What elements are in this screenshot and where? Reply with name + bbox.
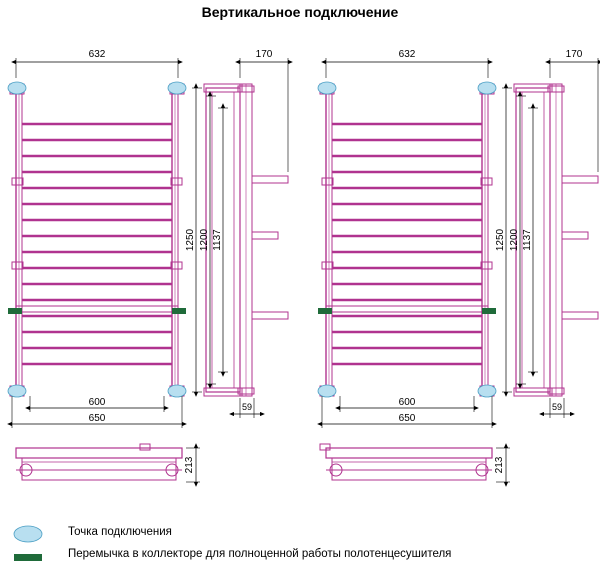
dim-right-213: 213 xyxy=(494,456,505,474)
dim-right-170: 170 xyxy=(565,49,583,60)
dim-left-59: 59 xyxy=(241,402,253,412)
left-top-view xyxy=(16,444,200,482)
legend-label-collector-jumper: Перемычка в коллекторе для полноценной работы полотенцесушителя xyxy=(68,548,452,560)
dim-left-650: 650 xyxy=(88,413,106,424)
legend-symbols xyxy=(14,526,42,561)
page-title: Вертикальное подключение xyxy=(201,4,399,20)
dim-right-59: 59 xyxy=(551,402,563,412)
dim-left-632: 632 xyxy=(88,49,106,60)
connection-point-icon xyxy=(14,526,42,542)
legend-label-connection-point: Точка подключения xyxy=(68,526,172,538)
dim-left-213: 213 xyxy=(184,456,195,474)
right-side-view xyxy=(495,49,598,418)
dim-right-1200: 1200 xyxy=(509,228,520,252)
dim-left-1250: 1250 xyxy=(185,228,196,252)
collector-jumper-icon xyxy=(14,554,42,561)
left-front-view xyxy=(8,49,186,428)
legend-item-collector-jumper xyxy=(68,548,451,560)
dim-left-170: 170 xyxy=(255,49,273,60)
dim-left-1200: 1200 xyxy=(199,228,210,252)
dim-right-650: 650 xyxy=(398,413,416,424)
dim-right-1137: 1137 xyxy=(522,229,533,251)
dim-left-600: 600 xyxy=(88,397,106,408)
dim-right-1250: 1250 xyxy=(495,228,506,252)
legend-item-connection-point xyxy=(68,526,172,538)
right-front-view xyxy=(318,49,496,428)
dim-right-600: 600 xyxy=(398,397,416,408)
dim-right-632: 632 xyxy=(398,49,416,60)
left-side-view xyxy=(185,49,288,418)
right-top-view xyxy=(320,444,510,482)
dim-left-1137: 1137 xyxy=(212,229,223,251)
